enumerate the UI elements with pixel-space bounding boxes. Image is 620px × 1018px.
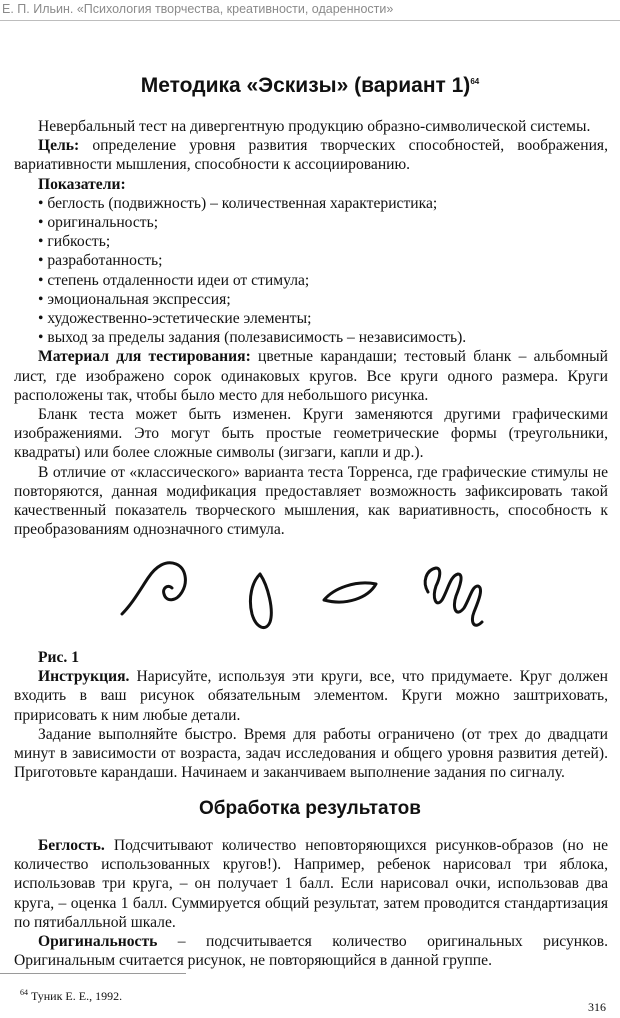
page-number: 316 (588, 1000, 606, 1014)
list-item: • художественно-эстетические элементы; (38, 310, 312, 328)
list-item: • эмоциональная экспрессия; (38, 290, 231, 308)
material-label: Материал для тестирования: (38, 348, 251, 366)
torrance-paragraph: В отличие от «классического» варианта теста Торренса, где графические стимулы не повторяются, данная модификация предоставляет возможность зафиксировать такой качественный показатель творческого мышления, как вариативность, способность к преобразованиям однозначного стимула. (14, 463, 608, 539)
goal-paragraph (14, 136, 608, 174)
processing-block (14, 836, 608, 970)
instruction-paragraph (14, 667, 608, 725)
zigzag-scribble-shape (425, 568, 482, 625)
figure-stimuli (110, 552, 510, 642)
instruction-text: Нарисуйте, используя эти круги, все, что придумаете. Круг должен входить в ваш рисунок обязательным элементом. Круги можно заштриховать, пририсовать к ним любые детали. (14, 668, 608, 724)
footnote-text: Туник Е. Е., 1992. (28, 989, 123, 1003)
list-item: • беглость (подвижность) – количественная характеристика; (38, 194, 438, 212)
footnote-divider (0, 973, 186, 974)
page-title-text: Методика «Эскизы» (вариант 1) (140, 74, 471, 97)
fluency-text: Подсчитывают количество неповторяющихся рисунков-образов (но не количество использованных кругов!). Например, ребенок нарисовал три яблока, использовав три круга, – он получает 1 балл. Если нарисовал очки, использовав два круга, – оценка 1 балл. Суммируется общий результат, затем проводится стандартизация по пятибалльной шкале. (14, 837, 608, 931)
title-footnote-ref[interactable]: 64 (470, 77, 480, 86)
figure-caption (14, 648, 608, 667)
method-description (14, 117, 608, 539)
indicators-heading (14, 175, 608, 194)
spiral-stroke-shape (122, 563, 185, 614)
goal-label: Цель: (38, 137, 80, 155)
fluency-paragraph (14, 836, 608, 932)
list-item: • степень отдаленности идеи от стимула; (38, 271, 310, 289)
instruction-block (14, 648, 608, 782)
fluency-label: Беглость. (38, 837, 105, 854)
footnote-number: 64 (20, 988, 28, 997)
header-divider (0, 20, 620, 21)
originality-text: – подсчитывается количество оригинальных рисунков. Оригинальным считается рисунок, не повторяющийся в данной группе. (14, 933, 608, 970)
goal-text: определение уровня развития творческих способностей, воображения, вариативности мышления, способности к ассоциированию. (14, 137, 608, 174)
running-head-text: Е. П. Ильин. «Психология творчества, креативности, одаренности» (2, 2, 394, 16)
material-paragraph (14, 347, 608, 405)
running-head (0, 2, 620, 16)
list-item: • гибкость; (38, 233, 111, 251)
indicators-label: Показатели: (38, 175, 126, 193)
page-title (0, 74, 620, 98)
blank-paragraph: Бланк теста может быть изменен. Круги заменяются другими графическими изображениями. Это могут быть простые геометрические формы (треугольники, квадраты) или более сложные символы (зигзаги, капли и др.). (14, 406, 608, 462)
footnote (20, 988, 122, 1004)
list-item: • выход за пределы задания (полезависимость – независимость). (38, 329, 467, 347)
time-paragraph: Задание выполняйте быстро. Время для работы ограничено (от трех до двадцати минут в зависимости от возраста, задач исследования и общего уровня развития детей). Приготовьте карандаши. Начинаем и заканчиваем выполнение задания по сигналу. (14, 725, 608, 782)
instruction-label: Инструкция. (38, 668, 130, 686)
intro-paragraph: Невербальный тест на дивергентную продукцию образно-символической системы. (38, 118, 591, 135)
lens-shape (324, 583, 376, 602)
originality-paragraph (14, 932, 608, 970)
section-title: Обработка результатов (199, 798, 421, 819)
figure-caption-text: Рис. 1 (38, 649, 80, 666)
list-item: • разработанность; (38, 252, 163, 270)
material-text: цветные карандаши; тестовый бланк – альбомный лист, где изображено сорок одинаковых кругов. Все круги одного размера. Круги расположены так, чтобы было место для небольшого рисунка. (14, 348, 609, 404)
list-item: • оригинальность; (38, 214, 159, 232)
drop-shape (250, 574, 271, 628)
originality-label: Оригинальность (38, 933, 158, 951)
